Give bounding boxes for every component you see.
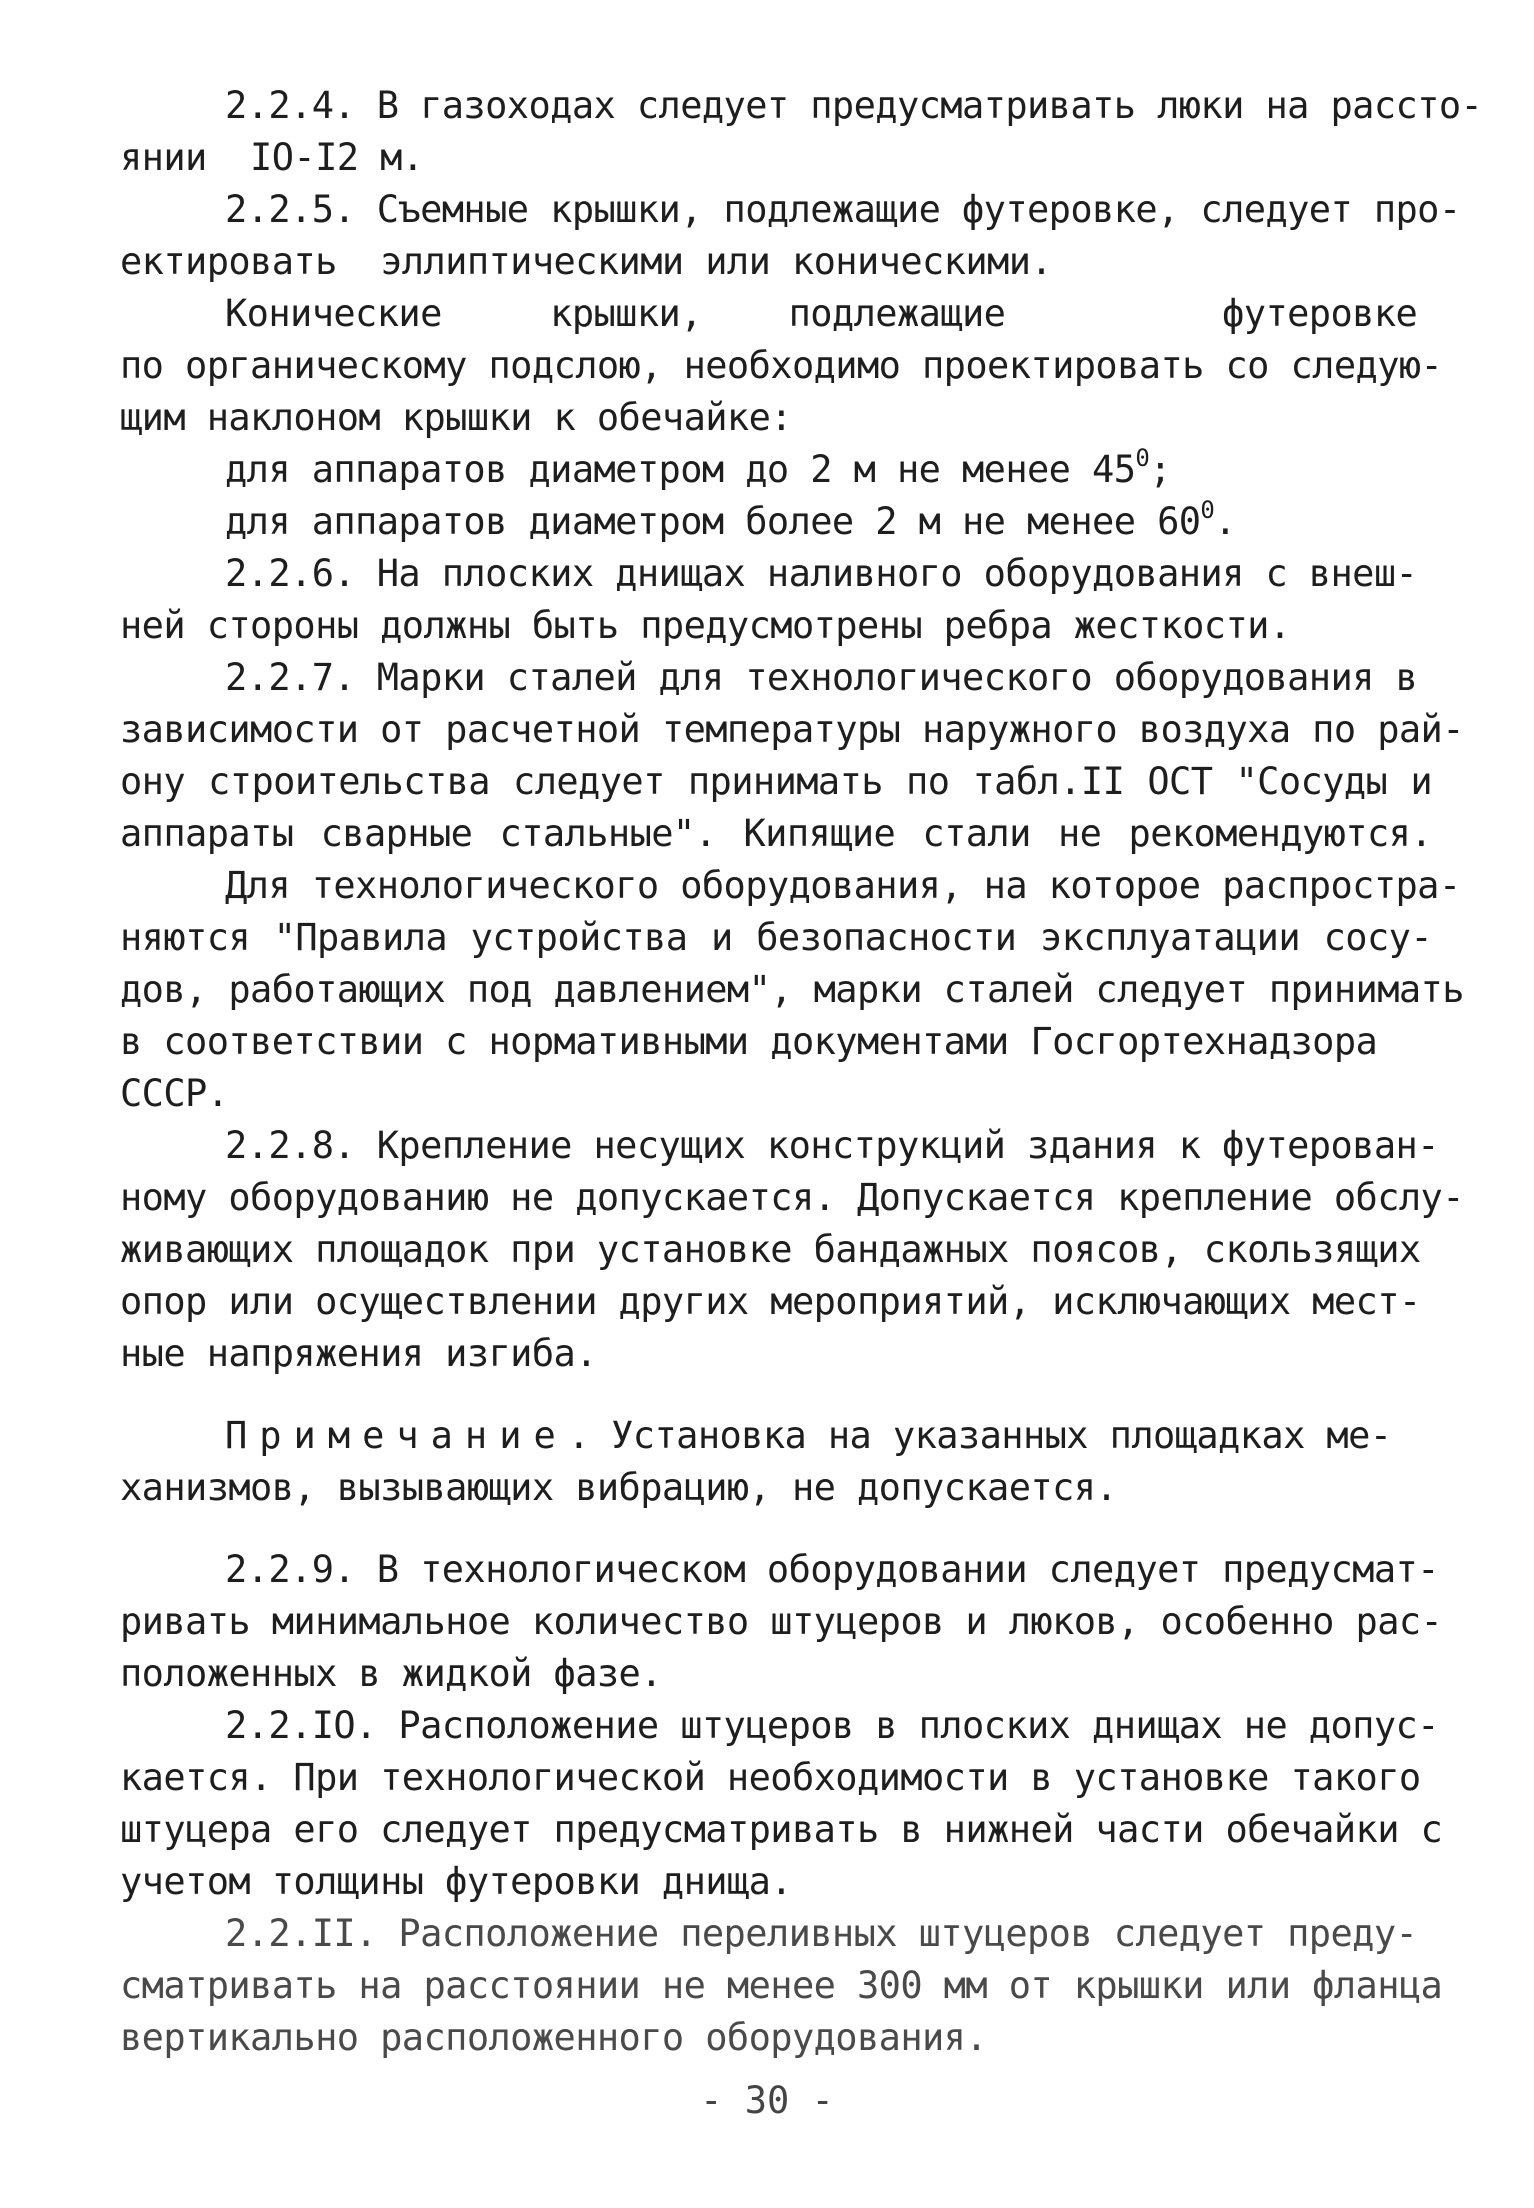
text-line: сматривать на расстоянии не менее 300 мм от крышки или фланца (120, 1964, 1443, 2007)
text-span: . (1214, 500, 1236, 543)
note-heading: Примечание (225, 1414, 568, 1457)
text-line: Для технологического оборудования, на которое распростра- (225, 864, 1461, 907)
text-line: ханизмов, вызывающих вибрацию, не допускается. (120, 1466, 1118, 1509)
text-line: ектировать эллиптическими или коническими. (120, 240, 1053, 283)
text-line: 2.2.8. Крепление несущих конструкций здания к футерован- (225, 1124, 1439, 1167)
text-line (225, 1410, 1391, 1462)
text-line: 2.2.6. На плоских днищах наливного оборудования с внеш- (225, 552, 1418, 595)
text-line: живающих площадок при установке бандажных поясов, скользящих (120, 1228, 1421, 1271)
text-line: Конические крышки, подлежащие футеровке (225, 292, 1418, 335)
text-line: кается. При технологической необходимости в установке такого (120, 1756, 1421, 1799)
text-line: щим наклоном крышки к обечайке: (120, 396, 792, 439)
text-line: опор или осуществлении других мероприятий, исключающих мест- (120, 1280, 1421, 1323)
text-line (225, 444, 1171, 496)
text-line: по органическому подслою, необходимо проектировать со следую- (120, 344, 1443, 387)
text-line: штуцера его следует предусматривать в нижней части обечайки с (120, 1808, 1443, 1851)
text-line: 2.2.II. Расположение переливных штуцеров следует преду- (225, 1912, 1418, 1955)
text-line: ривать минимальное количество штуцеров и люков, особенно рас- (120, 1600, 1443, 1643)
text-line: 2.2.4. В газоходах следует предусматривать люки на рассто- (225, 84, 1483, 127)
text-line: ней стороны должны быть предусмотрены ребра жесткости. (120, 604, 1291, 647)
text-line: 2.2.9. В технологическом оборудовании следует предусмат- (225, 1548, 1439, 1591)
text-line: 2.2.IO. Расположение штуцеров в плоских днищах не допус- (225, 1704, 1439, 1747)
text-span: для аппаратов диаметром более 2 м не менее 60 (225, 500, 1201, 543)
text-span: ; (1149, 448, 1171, 491)
text-line (225, 496, 1236, 548)
text-line: 2.2.7. Марки сталей для технологического оборудования в (225, 656, 1418, 699)
text-line: учетом толщины футеровки днища. (120, 1860, 792, 1903)
degree-mark: 0 (1200, 496, 1215, 524)
text-line: аппараты сварные стальные". Кипящие стали не рекомендуются. (120, 812, 1432, 855)
page-number: - 30 - (700, 2079, 834, 2122)
text-span: для аппаратов диаметром до 2 м не менее 45 (225, 448, 1136, 491)
text-line: ону строительства следует принимать по табл.II ОСТ "Сосуды и (120, 760, 1432, 803)
text-line: дов, работающих под давлением", марки сталей следует принимать (120, 968, 1464, 1011)
text-line: ные напряжения изгиба. (120, 1332, 597, 1375)
degree-mark: 0 (1135, 444, 1150, 472)
text-line: янии IO-I2 м. (120, 136, 424, 179)
text-line: няются "Правила устройства и безопасности эксплуатации сосу- (120, 916, 1432, 959)
text-line: в соответствии с нормативными документами Госгортехнадзора (120, 1020, 1378, 1063)
text-line: ному оборудованию не допускается. Допускается крепление обслу- (120, 1176, 1464, 1219)
text-line: СССР. (120, 1072, 229, 1115)
text-line: 2.2.5. Съемные крышки, подлежащие футеровке, следует про- (225, 188, 1461, 231)
text-line: зависимости от расчетной температуры наружного воздуха по рай- (120, 708, 1464, 751)
text-line: положенных в жидкой фазе. (120, 1652, 662, 1695)
text-line: вертикально расположенного оборудования. (120, 2016, 988, 2059)
text-span: . Установка на указанных площадках ме- (567, 1414, 1392, 1457)
